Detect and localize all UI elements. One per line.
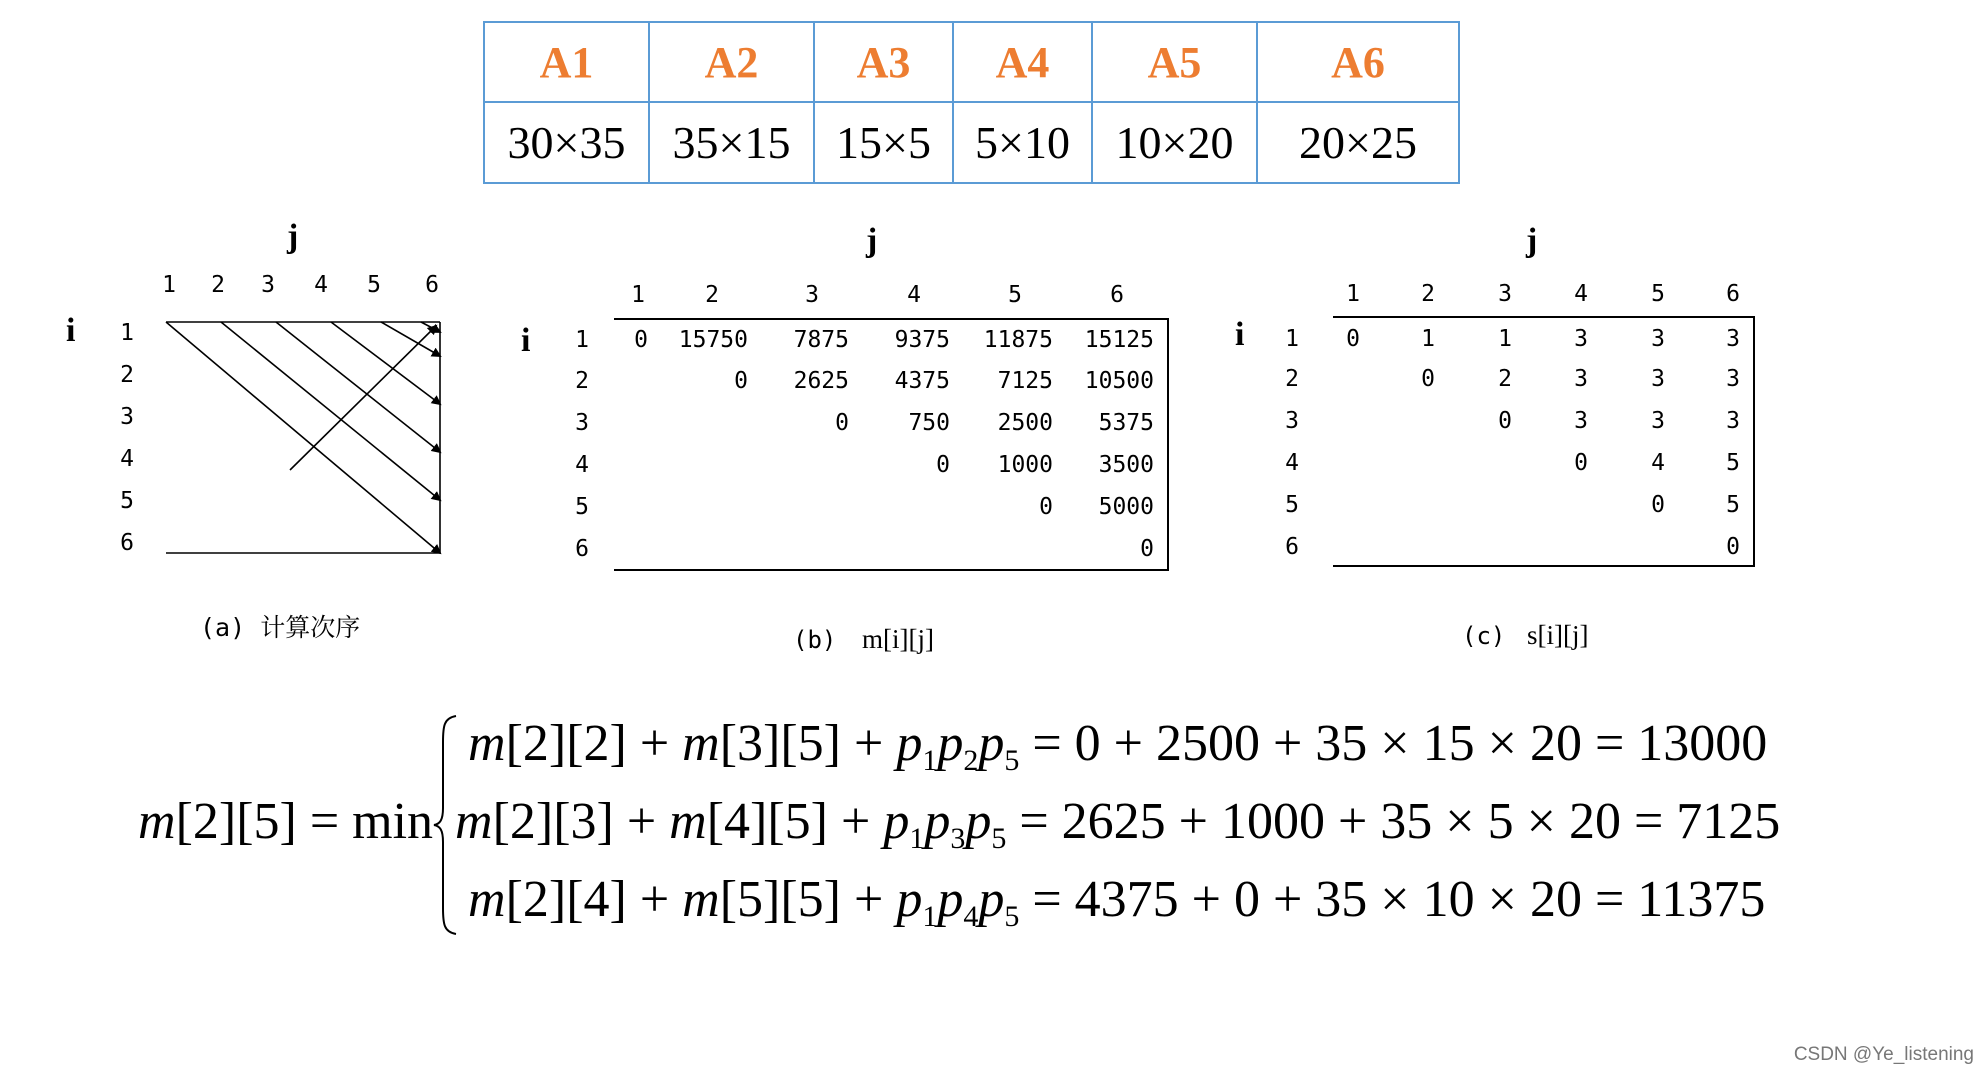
column-index: 5 [1651,281,1665,307]
matrix-name-cell: A3 [814,22,953,102]
diagonal-order-arrow [166,322,440,553]
panel-b-caption: m[i][j] [862,624,934,654]
s-table-cell: 3 [1651,408,1665,434]
cross-order-arrow [290,326,436,470]
matrix-name-cell: A2 [649,22,814,102]
m-table-cell: 750 [908,410,950,436]
column-index: 1 [1346,281,1360,307]
matrix-name-cell: A6 [1257,22,1459,102]
m-table-cell: 0 [734,368,748,394]
case-k-subscript: 3 [950,822,966,855]
case-term-b: [3][5] [719,715,841,772]
case-result: = 0 + 2500 + 35 × 15 × 20 = 13000 [1032,715,1768,772]
column-index: 5 [367,272,381,298]
m-table-cell: 7875 [793,327,849,353]
column-index: 2 [1421,281,1435,307]
m-table-cell: 0 [634,327,648,353]
m-table-cell: 5000 [1098,494,1154,520]
matrix-dim-cell: 10×20 [1092,102,1257,183]
m-table-cell: 7125 [997,368,1053,394]
s-table-cell: 3 [1726,408,1740,434]
s-table-cell: 3 [1726,366,1740,392]
s-table-cell: 0 [1574,450,1588,476]
s-table-cell: 0 [1421,366,1435,392]
s-table-cell: 3 [1574,408,1588,434]
matrix-name-cell: A5 [1092,22,1257,102]
row-index: 2 [575,368,589,394]
case-term-a: [2][3] [492,793,614,850]
column-index: 2 [705,282,719,308]
column-index: 1 [631,282,645,308]
column-index: 4 [1574,281,1588,307]
row-index: 5 [1285,492,1299,518]
m-table-cell: 15125 [1084,327,1154,353]
column-index: 4 [314,272,328,298]
m-table-cell: 0 [1140,536,1154,562]
i-axis-label: i [66,312,76,349]
m-table-cell: 0 [1039,494,1053,520]
row-index: 1 [575,327,589,353]
m-table-cell: 4375 [894,368,950,394]
matrix-name-row [484,22,1459,102]
panel-c-caption: s[i][j] [1527,620,1589,650]
m-table-cell: 1000 [997,452,1053,478]
s-table-cell: 5 [1726,492,1740,518]
panel-b-caption-prefix: (b) [793,626,837,654]
row-index: 3 [1285,408,1299,434]
diagonal-order-arrow [331,322,440,404]
row-index: 5 [120,488,134,514]
m-table-cell: 2625 [793,368,849,394]
s-table-frame [1333,316,1755,567]
watermark: CSDN @Ye_listening [1793,1044,1974,1065]
matrix-dim-cell: 5×10 [953,102,1092,183]
column-index: 3 [1498,281,1512,307]
m-table-cell: 2500 [997,410,1053,436]
column-index: 6 [1726,281,1740,307]
matrix-dim-cell: 30×35 [484,102,649,183]
matrix-dim-row [484,102,1459,183]
case-k-subscript: 2 [963,744,979,777]
m-table-frame [614,318,1169,571]
matrix-name-cell: A1 [484,22,649,102]
row-index: 4 [120,446,134,472]
row-index: 2 [120,362,134,388]
case-result: = 4375 + 0 + 35 × 10 × 20 = 11375 [1032,871,1766,928]
i-axis-label: i [521,322,531,359]
row-index: 2 [1285,366,1299,392]
m-table-cell: 0 [835,410,849,436]
column-index: 4 [907,282,921,308]
j-axis-label: j [866,222,878,259]
m-table-cell: 0 [936,452,950,478]
case-term-a: [2][4] [505,871,627,928]
s-table-cell: 5 [1726,450,1740,476]
matrix-name-cell: A4 [953,22,1092,102]
s-table-cell: 1 [1421,326,1435,352]
column-index: 3 [805,282,819,308]
m-table-cell: 9375 [894,327,950,353]
i-axis-label: i [1235,316,1245,353]
s-table-cell: 0 [1498,408,1512,434]
diagonal-order-arrow [221,322,440,500]
m-table-cell: 5375 [1098,410,1154,436]
row-index: 3 [120,404,134,430]
m-table-cell: 11875 [983,327,1053,353]
row-index: 6 [1285,534,1299,560]
formula-case: $m[2][3] + m[4][5] + p_1p_3p_5 = 2625 + 1000 + 35 \times 5 \times 20 = 7125$ [455,793,1781,855]
formula-case: $m[2][4] + m[5][5] + p_1p_4p_5 = 4375 + 0 + 35 \times 10 \times 20 = 11375$ [468,871,1766,933]
s-table-cell: 2 [1498,366,1512,392]
computation-order-diagram [0,0,470,580]
s-table-cell: 3 [1574,326,1588,352]
m-table-cell: 3500 [1098,452,1154,478]
column-index: 5 [1008,282,1022,308]
case-term-b: [5][5] [719,871,841,928]
row-index: 3 [575,410,589,436]
s-table-cell: 3 [1726,326,1740,352]
panel-c-caption-prefix: (c) [1462,622,1506,650]
row-index: 6 [120,530,134,556]
j-axis-label: j [1526,222,1538,259]
panel-a-caption: (a) 计算次序 [200,613,361,642]
row-index: 1 [120,320,134,346]
m-table-cell: 15750 [678,327,748,353]
matrix-dim-cell: 15×5 [814,102,953,183]
row-index: 5 [575,494,589,520]
formula-case: $m[2][2] + m[3][5] + p_1p_2p_5 = 0 + 2500 + 35 \times 15 \times 20 = 13000$ [468,715,1768,777]
s-table-cell: 4 [1651,450,1665,476]
s-table-cell: 3 [1574,366,1588,392]
formula-lhs-text: [2][5] = min [175,793,434,850]
m-table-cell: 10500 [1084,368,1154,394]
s-table-cell: 3 [1651,326,1665,352]
case-k-subscript: 4 [963,900,979,933]
row-index: 6 [575,536,589,562]
row-index: 4 [1285,450,1299,476]
j-axis-label: j [287,218,299,255]
column-index: 1 [162,272,176,298]
s-table-cell: 0 [1346,326,1360,352]
column-index: 3 [261,272,275,298]
case-result: = 2625 + 1000 + 35 × 5 × 20 = 7125 [1019,793,1781,850]
formula-lhs: m[2][5] = min [138,793,434,850]
s-table-cell: 0 [1651,492,1665,518]
s-table-cell: 3 [1651,366,1665,392]
column-index: 2 [211,272,225,298]
case-term-a: [2][2] [505,715,627,772]
column-index: 6 [1110,282,1124,308]
s-table-cell: 0 [1726,534,1740,560]
matrix-dim-cell: 35×15 [649,102,814,183]
case-term-b: [4][5] [706,793,828,850]
matrix-dimensions-table [483,21,1460,184]
matrix-dim-cell: 20×25 [1257,102,1459,183]
column-index: 6 [425,272,439,298]
row-index: 4 [575,452,589,478]
row-index: 1 [1285,326,1299,352]
s-table-cell: 1 [1498,326,1512,352]
